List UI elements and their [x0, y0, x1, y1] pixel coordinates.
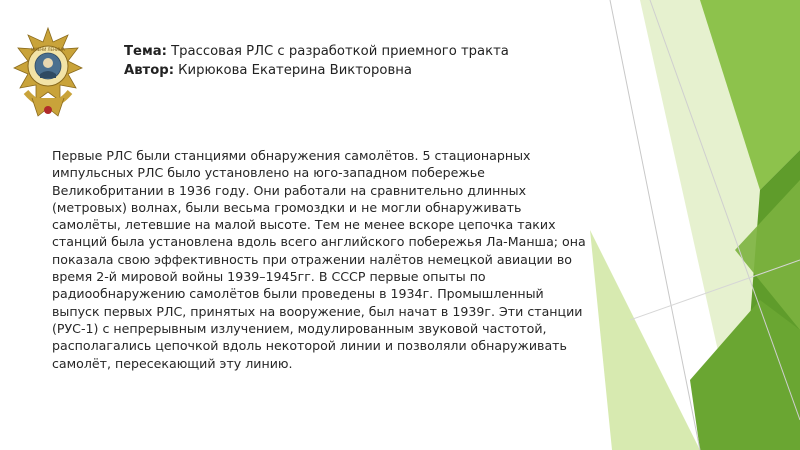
green-light-shape [590, 230, 700, 450]
author-value: Кирюкова Екатерина Викторовна [178, 63, 412, 78]
green-lower-shape [690, 300, 800, 450]
green-band-top [700, 0, 800, 190]
body-line: показала свою эффективность при отражении налётов немецкой авиации во [52, 251, 572, 267]
body-line: Великобритании в 1936 году. Они работали на сравнительно длинных [52, 182, 527, 198]
body-line: импульсных РЛС было установлено на юго-западном побережье [52, 165, 485, 181]
topic-value: Трассовая РЛС с разработкой приемного тракта [171, 44, 509, 59]
thin-line-1 [610, 0, 700, 450]
body-line: (метровых) волнах, были весьма громоздки и не могли обнаруживать [52, 199, 522, 215]
body-text [52, 147, 597, 372]
green-mid-shape [735, 180, 800, 330]
body-line: Первые РЛС были станциями обнаружения самолётов. 5 стационарных [52, 148, 531, 163]
topic-line [124, 42, 509, 61]
body-line: станций была установлена вдоль всего английского побережья Ла-Манша; она [52, 234, 586, 250]
header [124, 42, 509, 80]
green-dark-shape [740, 150, 800, 450]
svg-text:ИМЕНИ ЛЕНИНА: ИМЕНИ ЛЕНИНА [31, 47, 65, 52]
body-line: радиообнаружению самолётов были проведены в 1934г. Промышленный [52, 286, 544, 302]
body-line: располагались цепочкой вдоль некоторой линии и позволяли обнаруживать [52, 338, 567, 354]
thin-line-3 [630, 260, 800, 320]
green-pale-shape [640, 0, 800, 450]
thin-line-2 [650, 0, 800, 420]
body-line: время 2-й мировой войны 1939–1945гг. В СССР первые опыты по [52, 269, 486, 285]
author-line [124, 61, 509, 80]
university-emblem-icon [10, 26, 86, 128]
body-line: самолёт, пересекающий эту линию. [52, 355, 293, 371]
author-label: Автор: [124, 63, 174, 78]
body-line: выпуск первых РЛС, принятых на вооружение, был начат в 1939г. Эти станции [52, 303, 583, 319]
body-line: самолёты, летевшие на малой высоте. Тем не менее вскоре цепочка таких [52, 217, 556, 233]
body-line: (РУС-1) с непрерывным излучением, модулированным звуковой частотой, [52, 320, 547, 336]
topic-label: Тема: [124, 44, 167, 59]
